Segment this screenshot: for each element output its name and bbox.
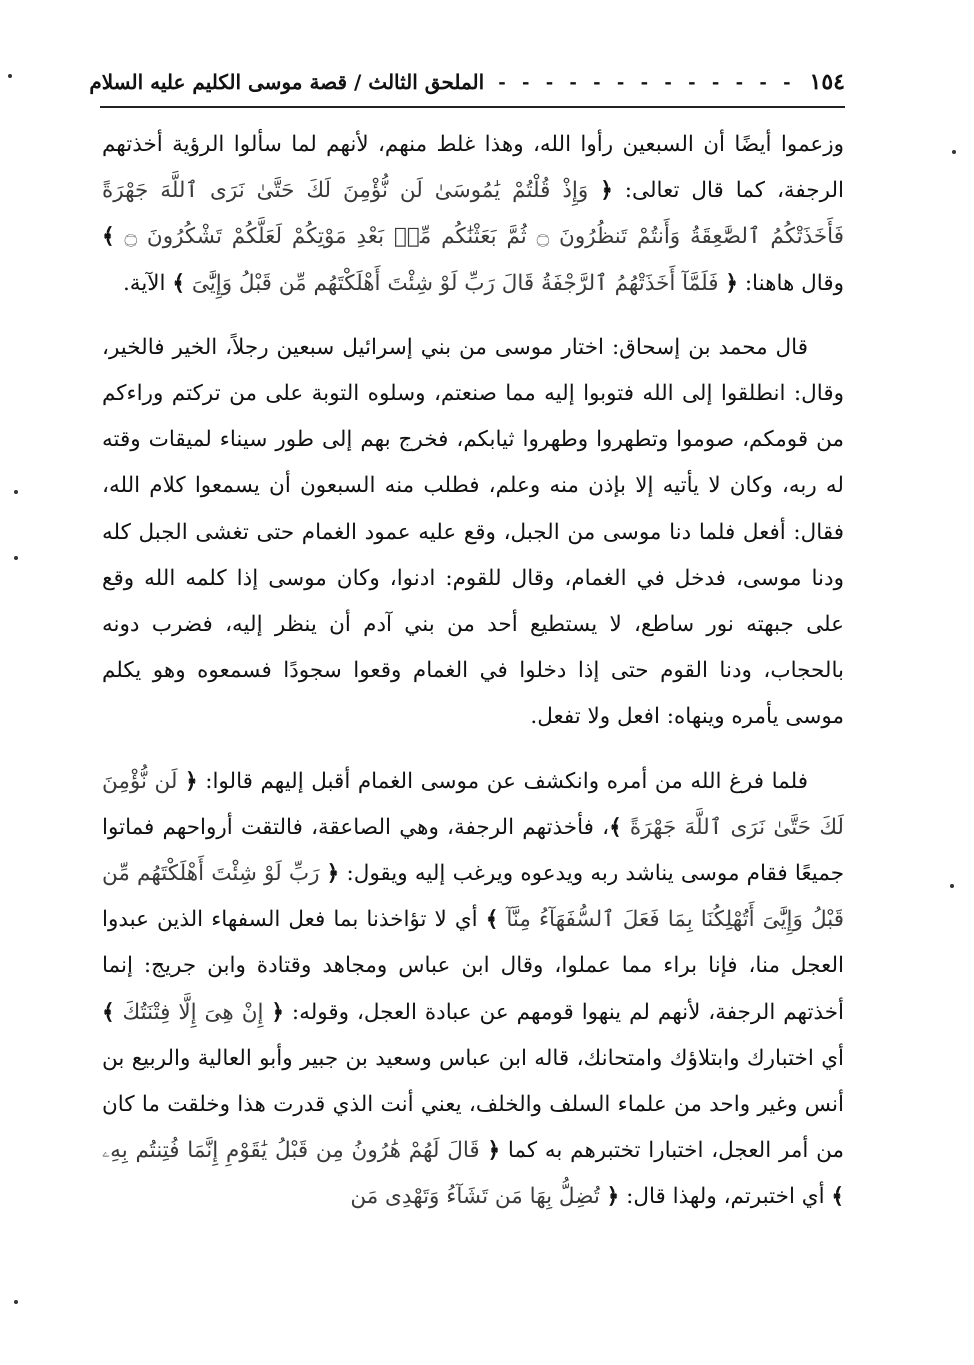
text-run: قال محمد بن إسحاق: اختار موسى من بني إسرائيل سبعين رجلاً، الخير فالخير، وقال: انطلقوا إلى الله فتوبوا إليه مما صنعتم، وسلوه التوبة على من تركتم وراءكم من قومكم، صوموا وتطهروا وطهروا ثيابكم، فخرج بهم إلى طور سيناء لميقات وقته له ربه، وكان لا يأتيه إلا بإذن منه وعلم، فطلب منه السبعون أن يسمعوا كلام الله، فقال: أفعل فلما دنا موسى من الجبل، وقع عليه عمود الغمام حتى تغشى الجبل كله ودنا موسى، فدخل في الغمام، وقال للقوم: ادنوا، وكان موسى إذا كلمه الله وقع على جبهته نور ساطع، لا يستطيع أحد من بني آدم أن ينظر إليه، فضرب دونه بالحجاب، ودنا القوم حتى إذا دخلوا في الغمام وقعوا سجودًا فسمعوه وهو يكلم موسى يأمره وينهاه: افعل ولا تفعل. xyxy=(102,334,844,730)
scan-speck xyxy=(14,490,18,494)
paragraph-3 xyxy=(102,759,844,1221)
scan-speck xyxy=(14,1300,18,1304)
quran-verse: تُضِلُّ بِهَا مَن تَشَآءُ وَتَهْدِى مَن xyxy=(350,1184,607,1210)
quran-open-bracket: ﴿ xyxy=(600,178,613,204)
text-run: أي اختبرتم، ولهذا قال: xyxy=(619,1184,832,1210)
quran-open-bracket: ﴿ xyxy=(725,270,738,296)
page-body xyxy=(102,122,844,1347)
quran-close-bracket: ﴾ xyxy=(831,1184,844,1210)
quran-open-bracket: ﴿ xyxy=(606,1184,620,1210)
running-title: الملحق الثالث / قصة موسى الكليم عليه السلام xyxy=(89,70,485,94)
text-run: أي لا تؤاخذنا بما فعل السفهاء الذين عبدوا العجل منا، فإنا براء مما عملوا، وقال ابن عباس ومجاهد وقتادة وابن جريج: إنما أخذتهم الرجفة، لأنهم لم ينهوا قومهم عن عبادة العجل، وقوله: xyxy=(102,907,844,1025)
quran-verse: قَالَ لَهُمْ هَٰرُونُ مِن قَبْلُ يَٰقَوْمِ إِنَّمَا فُتِنتُم بِهِۦ xyxy=(102,1138,488,1164)
quran-open-bracket: ﴿ xyxy=(185,768,198,794)
quran-open-bracket: ﴿ xyxy=(326,861,340,887)
quran-close-bracket: ﴾ xyxy=(485,907,499,933)
scan-speck xyxy=(8,74,12,78)
quran-verse: لَن نُّؤْمِنَ لَكَ حَتَّىٰ نَرَى ٱللَّهَ جَهْرَةً xyxy=(102,768,844,840)
text-run: ، فأخذتهم الرجفة، وهي الصاعقة، فالتقت أرواحهم فماتوا جميعًا فقام موسى يناشد ربه ويدعوه ويرغب إليه ويقول: xyxy=(102,814,844,887)
text-run: الآية. xyxy=(122,270,173,296)
text-run: وزعموا أيضًا أن السبعين رأوا الله، وهذا غلط منهم، لأنهم لما سألوا الرؤية أخذتهم الرجفة، كما قال تعالى: xyxy=(102,132,844,204)
quran-close-bracket: ﴾ xyxy=(102,224,115,250)
quran-verse: وَإِذْ قُلْتُمْ يَٰمُوسَىٰ لَن نُّؤْمِنَ لَكَ حَتَّىٰ نَرَى ٱللَّهَ جَهْرَةً فَأَخَذَتْكُمُ ٱلصَّٰعِقَةُ وَأَنتُمْ تَنظُرُونَ ۝ ثُمَّ بَعَثْنَٰكُم مِّنۢ بَعْدِ مَوْتِكُمْ لَعَلَّكُمْ تَشْكُرُونَ ۝ xyxy=(102,178,844,250)
header-rule xyxy=(100,106,845,108)
page-header xyxy=(89,62,845,102)
text-run: أي اختبارك وابتلاؤك وامتحانك، قاله ابن عباس وسعيد بن جبير وأبو العالية والربيع بن أنس وغير واحد من علماء السلف والخلف، يعني أنت الذي قدرت هذا وخلقت ما كان من أمر العجل، اختبارا تختبرهم به كما xyxy=(102,1045,844,1164)
quran-verse: رَبِّ لَوْ شِئْتَ أَهْلَكْتَهُم مِّن قَبْلُ وَإِيَّٰىَ أَتُهْلِكُنَا بِمَا فَعَلَ ٱلسُّفَهَآءُ مِنَّآ xyxy=(102,861,844,933)
quran-close-bracket: ﴾ xyxy=(102,999,115,1025)
header-dots: - - - - - - - - - - - - - xyxy=(498,71,796,93)
scan-speck xyxy=(950,884,954,888)
page-number: ١٥٤ xyxy=(809,69,845,95)
paragraph-2 xyxy=(102,325,844,741)
quran-open-bracket: ﴿ xyxy=(487,1138,501,1164)
quran-close-bracket: ﴾ xyxy=(172,270,185,296)
scan-speck xyxy=(952,150,956,154)
text-run: فلما فرغ الله من أمره وانكشف عن موسى الغمام أقبل إليهم قالوا: xyxy=(197,768,808,794)
quran-open-bracket: ﴿ xyxy=(271,999,284,1025)
quran-verse: فَلَمَّآ أَخَذَتْهُمُ ٱلرَّجْفَةُ قَالَ رَبِّ لَوْ شِئْتَ أَهْلَكْتَهُم مِّن قَبْلُ وَإِيَّٰىَ xyxy=(184,270,726,296)
text-run: وقال هاهنا: xyxy=(737,270,844,296)
quran-verse: إِنْ هِىَ إِلَّا فِتْنَتُكَ xyxy=(114,999,272,1025)
scan-speck xyxy=(14,556,18,560)
paragraph-1 xyxy=(102,122,844,307)
quran-close-bracket: ﴾ xyxy=(609,814,622,840)
